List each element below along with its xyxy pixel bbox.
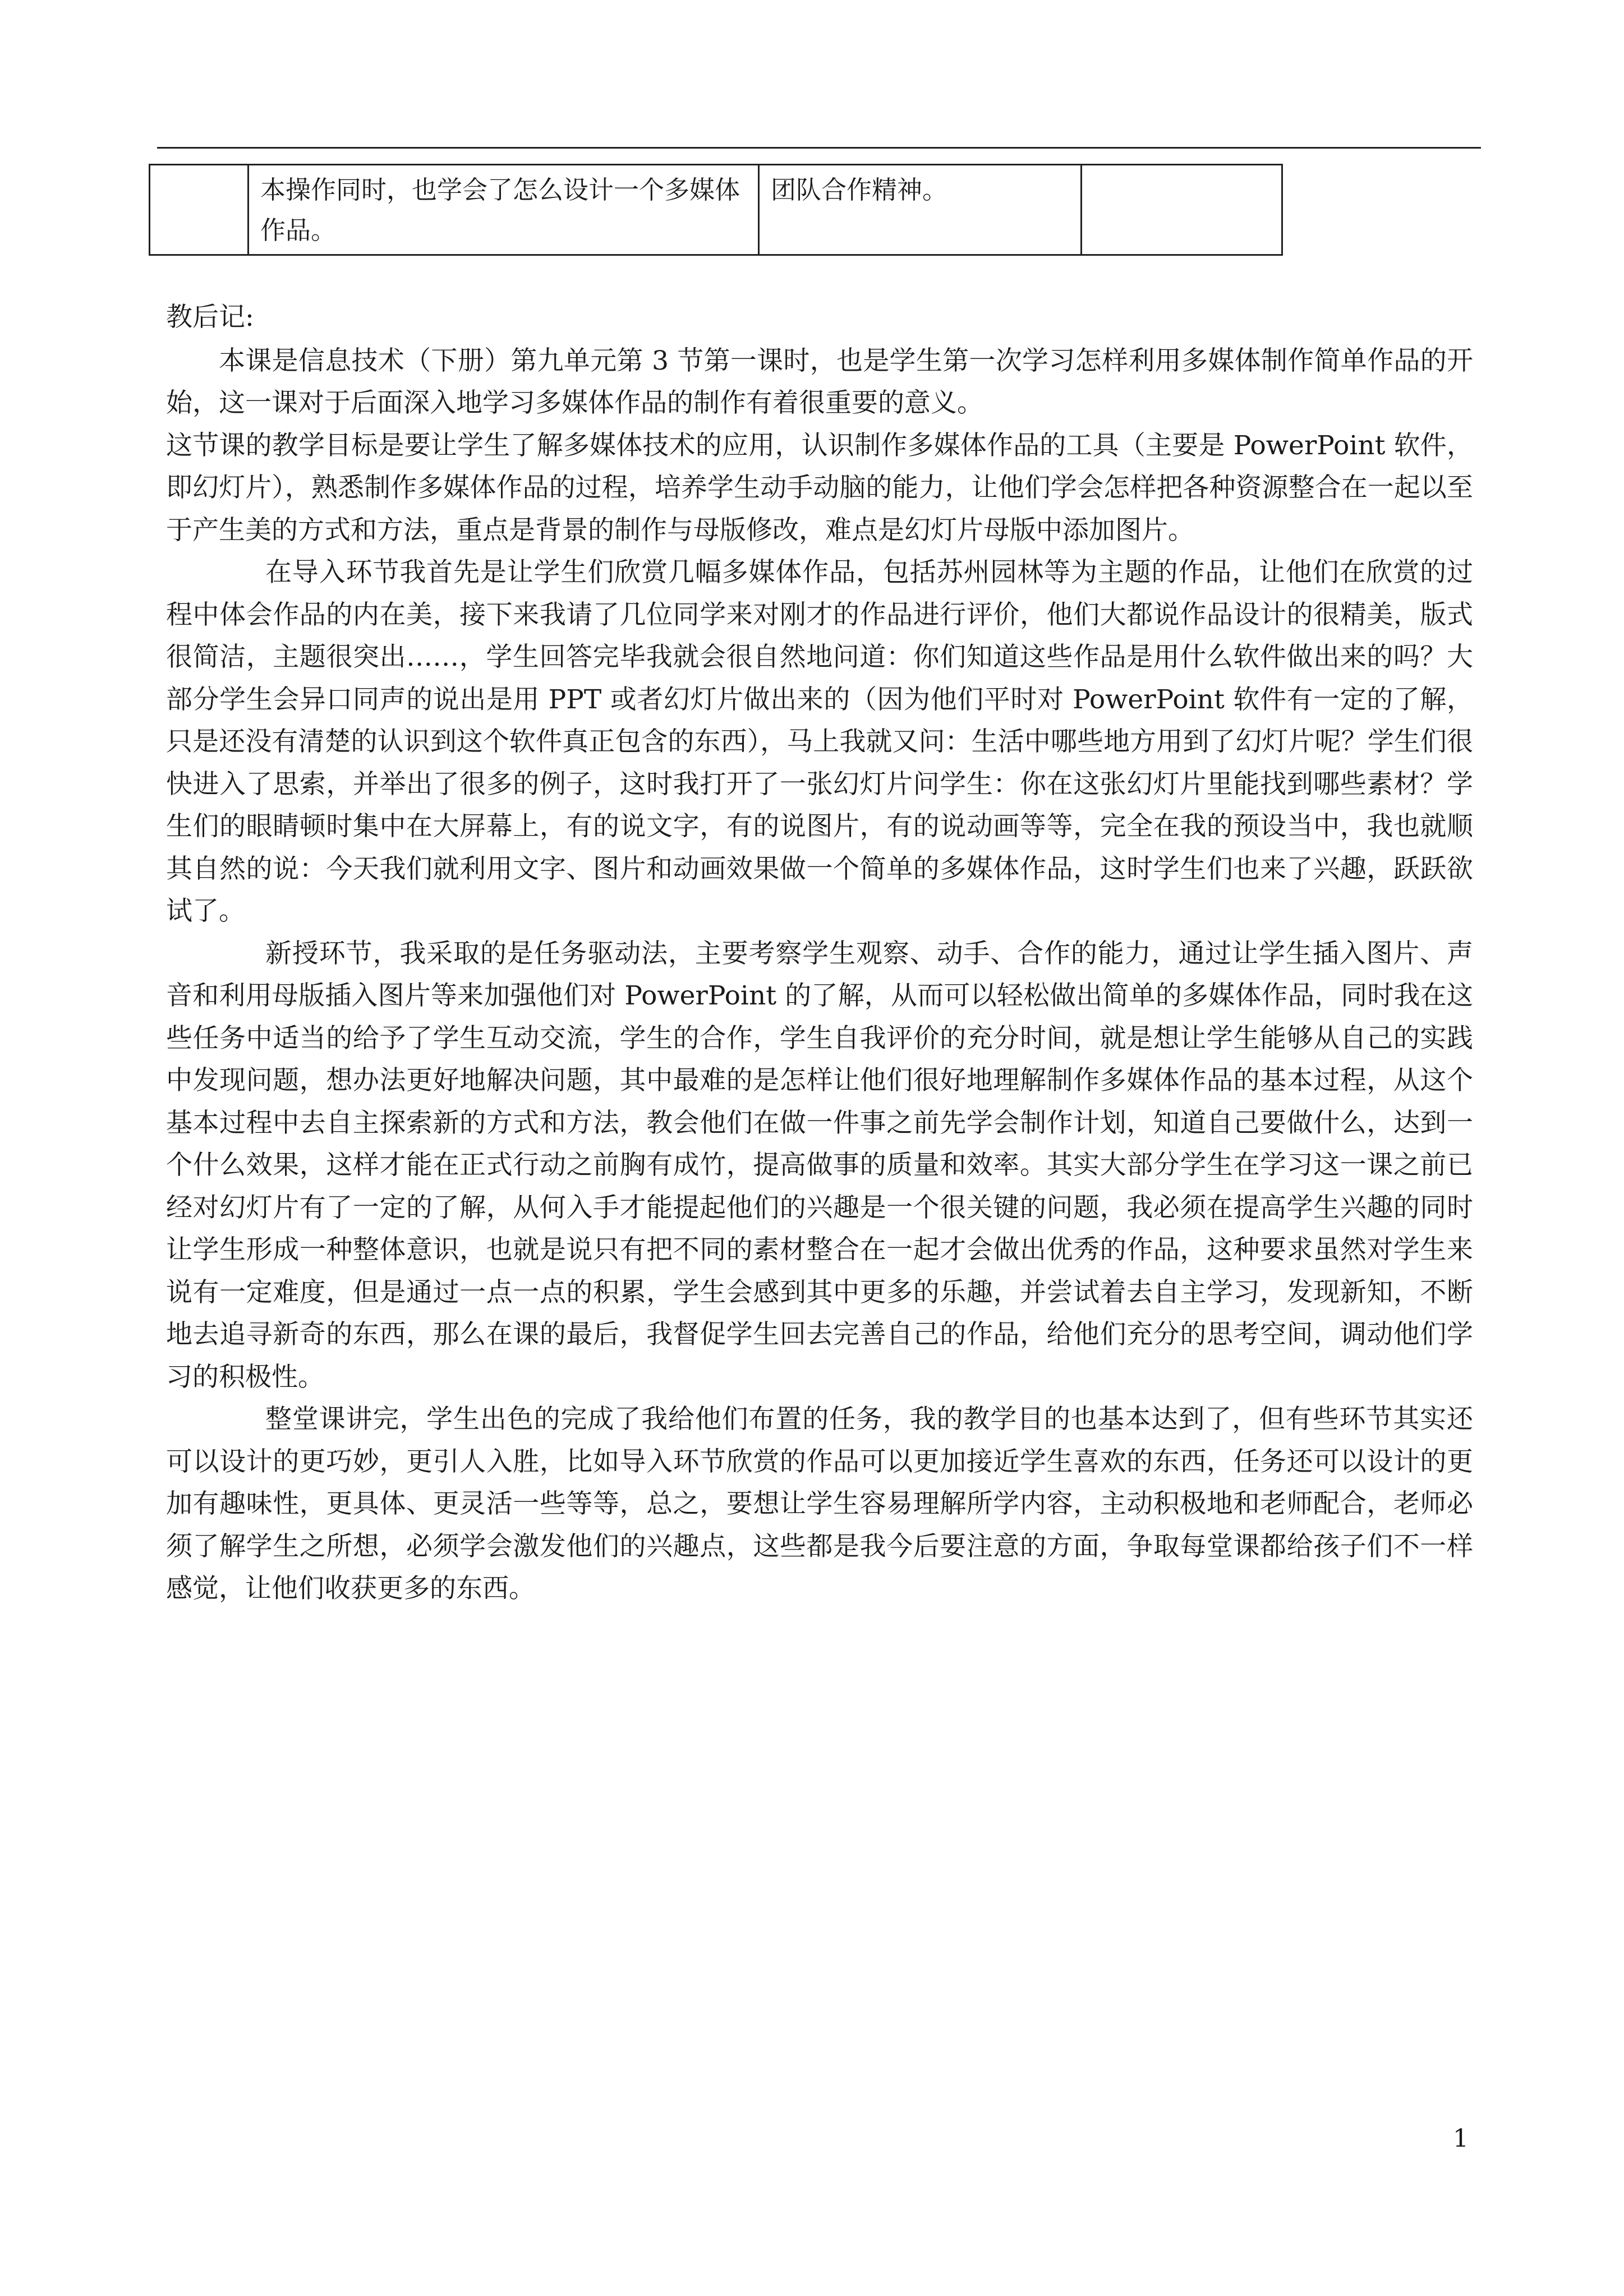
notes-paragraph-2: 这节课的教学目标是要让学生了解多媒体技术的应用，认识制作多媒体作品的工具（主要是 PowerPoint 软件，即幻灯片），熟悉制作多媒体作品的过程，培养学生动手动脑的能力，让他们学会怎样把各种资源整合在一起以至于产生美的方式和方法，重点是背景的制作与母版修改，难点是幻灯片母版中添加图片。 (166, 430, 1473, 546)
table-cell-2: 本操作同时，也学会了怎么设计一个多媒体作品。 (249, 165, 759, 255)
notes-paragraph-3: 在导入环节我首先是让学生们欣赏几幅多媒体作品，包括苏州园林等为主题的作品，让他们在欣赏的过程中体会作品的内在美，接下来我请了几位同学来对刚才的作品进行评价，他们大都说作品设计的很精美，版式很简洁，主题很突出……，学生回答完毕我就会很自然地问道：你们知道这些作品是用什么软件做出来的吗？大部分学生会异口同声的说出是用 PPT 或者幻灯片做出来的（因为他们平时对 PowerPoint 软件有一定的了解，只是还没有清楚的认识到这个软件真正包含的东西），马上我就又问：生活中哪些地方用到了幻灯片呢？学生们很快进入了思索，并举出了很多的例子，这时我打开了一张幻灯片问学生：你在这张幻灯片里能找到哪些素材？学生们的眼睛顿时集中在大屏幕上，有的说文字，有的说图片，有的说动画等等，完全在我的预设当中，我也就顺其自然的说：今天我们就利用文字、图片和动画效果做一个简单的多媒体作品，这时学生们也来了兴趣，跃跃欲试了。 (166, 557, 1473, 926)
table-cell-4 (1082, 165, 1282, 255)
teaching-notes (166, 296, 1473, 1610)
table-cell-1 (150, 165, 249, 255)
notes-paragraph-1: 本课是信息技术（下册）第九单元第 3 节第一课时，也是学生第一次学习怎样利用多媒体制作简单作品的开始，这一课对于后面深入地学习多媒体作品的制作有着很重要的意义。 (166, 345, 1473, 418)
notes-paragraph-4: 新授环节，我采取的是任务驱动法，主要考察学生观察、动手、合作的能力，通过让学生插入图片、声音和利用母版插入图片等来加强他们对 PowerPoint 的了解，从而可以轻松做出简单的多媒体作品，同时我在这些任务中适当的给予了学生互动交流，学生的合作，学生自我评价的充分时间，就是想让学生能够从自己的实践中发现问题，想办法更好地解决问题，其中最难的是怎样让他们很好地理解制作多媒体作品的基本过程，从这个基本过程中去自主探索新的方式和方法，教会他们在做一件事之前先学会制作计划，知道自己要做什么，达到一个什么效果，这样才能在正式行动之前胸有成竹，提高做事的质量和效率。其实大部分学生在学习这一课之前已经对幻灯片有了一定的了解，从何入手才能提起他们的兴趣是一个很关键的问题，我必须在提高学生兴趣的同时让学生形成一种整体意识，也就是说只有把不同的素材整合在一起才会做出优秀的作品，这种要求虽然对学生来说有一定难度，但是通过一点一点的积累，学生会感到其中更多的乐趣，并尝试着去自主学习，发现新知，不断地去追寻新奇的东西，那么在课的最后，我督促学生回去完善自己的作品，给他们充分的思考空间，调动他们学习的积极性。 (166, 938, 1473, 1393)
lesson-table-fragment (149, 164, 1283, 256)
table-row (150, 165, 1282, 255)
notes-label: 教后记: (166, 302, 254, 333)
header-rule (157, 147, 1481, 149)
page-number: 1 (1453, 2124, 1469, 2153)
table-cell-3: 团队合作精神。 (759, 165, 1082, 255)
notes-paragraph-5: 整堂课讲完，学生出色的完成了我给他们布置的任务，我的教学目的也基本达到了，但有些环节其实还可以设计的更巧妙，更引人入胜，比如导入环节欣赏的作品可以更加接近学生喜欢的东西，任务还可以设计的更加有趣味性，更具体、更灵活一些等等，总之，要想让学生容易理解所学内容，主动积极地和老师配合，老师必须了解学生之所想，必须学会激发他们的兴趣点，这些都是我今后要注意的方面，争取每堂课都给孩子们不一样感觉，让他们收获更多的东西。 (166, 1404, 1473, 1604)
